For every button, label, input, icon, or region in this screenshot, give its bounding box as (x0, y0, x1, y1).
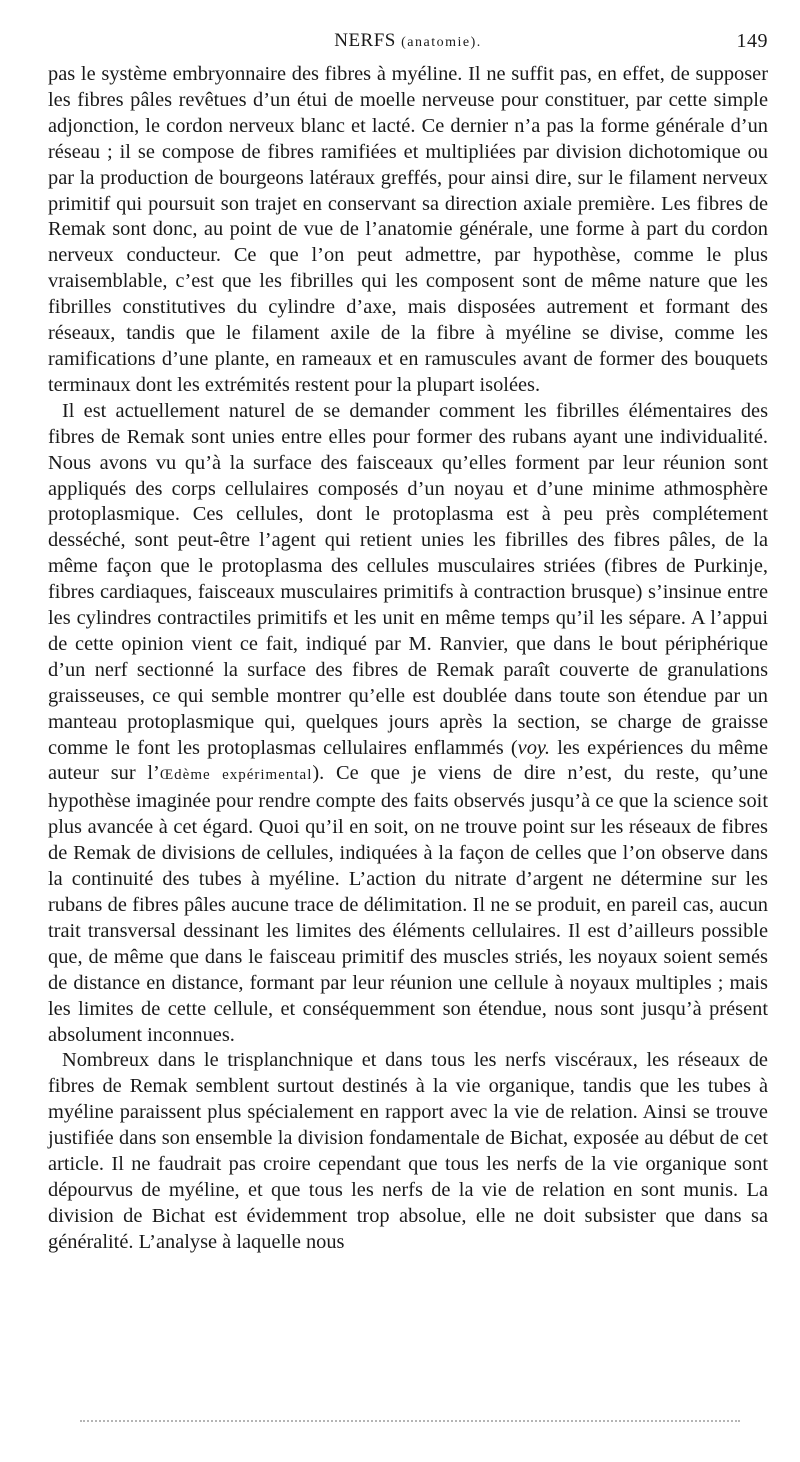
paragraph-2-text-a: Il est actuellement naturel de se demander comment les fibrilles élémentaires des fibres de Remak sont unies entre elles pour former des rubans ayant une individualité. Nous avons vu qu’à la surface des faisceaux qu’elles forment par leur réunion sont appliqués des corps cellulaires composés d’un noyau et d’une minime athmosphère protoplasmique. Ces cellules, dont le protoplasma est à peu près complétement desséché, sont peut-être l’agent qui retient unies les fibrilles des fibres pâles, de la même façon que le protoplasma des cellules musculaires striées (fibres de Purkinje, fibres cardiaques, faisceaux musculaires primitifs à contraction brusque) s’insinue entre les cylindres contractiles primitifs et les unit en même temps qu’il les sépare. A l’appui de cette opinion vient ce fait, indiqué par M. Ranvier, que dans le bout périphérique d’un nerf sectionné la surface des fibres de Remak paraît couverte de granulations graisseuses, ce qui semble montrer qu’elle est doublée dans toute son étendue par un manteau protoplasmique qui, quelques jours après la section, se charge de graisse comme le font les protoplasmas cellulaires enflammés ( (48, 399, 768, 759)
paragraph-1: pas le système embryonnaire des fibres à myéline. Il ne suffit pas, en effet, de supposer les fibres pâles revêtues d’un étui de moelle nerveuse pour constituer, par cette simple adjonction, le cordon nerveux blanc et lacté. Ce dernier n’a pas la forme générale d’un réseau ; il se compose de fibres ramifiées et multipliées par division dichotomique ou par la production de bourgeons latéraux greffés, pour ainsi dire, sur le filament nerveux primitif qui poursuit son trajet en conservant sa direction axiale première. Les fibres de Remak sont donc, au point de vue de l’anatomie générale, une forme à part du cordon nerveux conducteur. Ce que l’on peut admettre, par hypothèse, comme le plus vraisemblable, c’est que les fibrilles qui les composent sont de même nature que les fibrilles constitutives du cylindre d’axe, mais disposées autrement et formant des réseaux, tandis que le filament axile de la fibre à myéline se divise, comme les ramifications d’une plante, en rameaux et en ramuscules avant de former des bouquets terminaux dont les extrémités restent pour la plupart isolées. (48, 63, 768, 396)
running-title (48, 30, 768, 52)
page-number: 149 (736, 30, 768, 52)
running-title-subject: (anatomie). (401, 35, 482, 50)
paragraph-2-text-c: ). Ce que je viens de dire n’est, du reste, qu’une hypothèse imaginée pour rendre compte des faits observés jusqu’à ce que la science soit plus avancée à cet égard. Quoi qu’il en soit, on ne trouve point sur les réseaux de fibres de Remak de divisions de cellules, indiquées à la façon de celles que l’on observe dans la continuité des tubes à myéline. L’action du nitrate d’argent ne détermine sur les rubans de fibres pâles aucune trace de délimitation. Il ne se produit, en pareil cas, aucun trait transversal dessinant les limites des éléments cellulaires. Il est d’ailleurs possible que, de même que dans le faisceau primitif des muscles striés, les noyaux soient semés de distance en distance, formant par leur réunion une cellule à noyaux multiples ; mais les limites de cette cellule, et conséquemment son étendue, nous sont jusqu’à présent absolument inconnues. (48, 762, 768, 1046)
paragraph-2 (48, 399, 768, 1049)
paragraph-2-smallcaps: Œdème expérimental (159, 767, 313, 784)
body-text (48, 62, 768, 1256)
paragraph-2-text-b: les expériences du même auteur sur l’ (48, 736, 768, 785)
paragraph-3: Nombreux dans le trisplanchnique et dans tous les nerfs viscéraux, les réseaux de fibres de Remak semblent surtout destinés à la vie organique, tandis que les tubes à myéline paraissent plus spécialement en rapport avec la vie de relation. Ainsi se trouve justifiée dans son ensemble la division fondamentale de Bichat, exposée au début de cet article. Il ne faudrait pas croire cependant que tous les nerfs de la vie organique sont dépourvus de myéline, et que tous les nerfs de la vie de relation en sont munis. La division de Bichat est évidemment trop absolue, elle ne doit subsister que dans sa généralité. L’analyse à laquelle nous (48, 1049, 768, 1253)
running-head (48, 30, 768, 58)
running-title-main: NERFS (334, 30, 396, 51)
footer-dotted-rule (80, 1420, 740, 1426)
paragraph-2-italic: voy. (517, 736, 550, 759)
